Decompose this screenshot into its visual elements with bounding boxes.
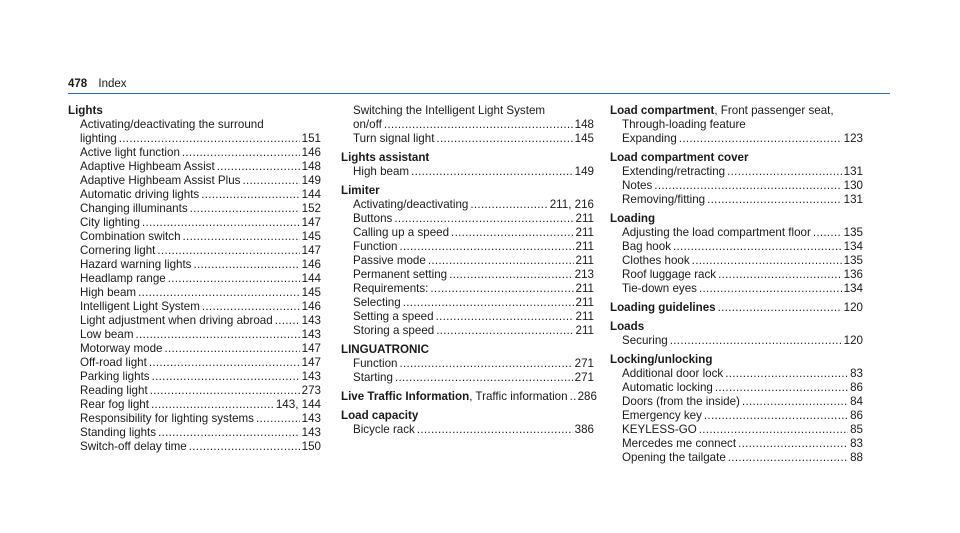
page-ref: 286 — [577, 390, 597, 403]
subentry-text: Bicycle rack — [353, 423, 415, 436]
page-ref: 148 — [301, 160, 321, 173]
index-subentry-line: Switching the Intelligent Light System — [353, 104, 546, 117]
leader-dots — [399, 357, 572, 371]
index-subentry — [68, 188, 321, 202]
subentry-text: Motorway mode — [80, 342, 163, 355]
subentry-text: Adaptive Highbeam Assist Plus — [80, 174, 241, 187]
index-heading-tail: , Front passenger seat, — [714, 104, 834, 117]
index-subentry — [341, 296, 594, 310]
leader-dots — [707, 193, 842, 207]
index-heading: Lights — [68, 104, 103, 117]
index-entry — [610, 151, 863, 207]
subentry-text: Starting — [353, 371, 393, 384]
leader-dots — [256, 412, 300, 426]
page-ref: 213 — [574, 268, 594, 281]
page-ref: 150 — [301, 440, 321, 453]
index-heading: Loading — [610, 212, 656, 225]
page-ref: 151 — [301, 132, 321, 145]
index-subentry — [610, 254, 863, 268]
leader-dots — [190, 202, 300, 216]
index-subentry — [610, 240, 863, 254]
subentry-text: Active light function — [80, 146, 180, 159]
page-ref: 131 — [843, 193, 863, 206]
leader-dots — [436, 324, 573, 338]
subentry-text: Emergency key — [622, 409, 702, 422]
index-entry — [610, 104, 863, 146]
index-entry — [610, 301, 863, 315]
leader-dots — [670, 334, 842, 348]
subentry-text: Tie-down eyes — [622, 282, 697, 295]
leader-dots — [168, 272, 300, 286]
leader-dots — [395, 371, 573, 385]
page-ref: 135 — [843, 254, 863, 267]
index-entry — [68, 104, 321, 454]
index-subentry — [610, 381, 863, 395]
index-heading-row — [341, 343, 594, 357]
subentry-text: Opening the tailgate — [622, 451, 726, 464]
leader-dots — [704, 409, 848, 423]
leader-dots — [436, 132, 572, 146]
index-heading-row — [610, 212, 863, 226]
index-subentry — [68, 216, 321, 230]
index-subentry — [341, 240, 594, 254]
subentry-text: Buttons — [353, 212, 393, 225]
page-ref: 143 — [301, 328, 321, 341]
leader-dots — [728, 451, 848, 465]
index-heading-tail: , Traffic information — [469, 390, 568, 403]
page-ref: 144 — [301, 188, 321, 201]
leader-dots — [725, 367, 848, 381]
page-ref: 88 — [850, 451, 863, 464]
subentry-text: Calling up a speed — [353, 226, 450, 239]
page-ref: 143 — [301, 314, 321, 327]
index-entry — [341, 343, 594, 385]
leader-dots — [654, 179, 841, 193]
index-column-2 — [341, 104, 597, 437]
index-subentry — [341, 132, 594, 146]
subentry-text: KEYLESS-GO — [622, 423, 697, 436]
page-ref: 211 — [575, 324, 594, 337]
index-subentry — [68, 314, 321, 328]
leader-dots — [201, 188, 299, 202]
index-subentry — [341, 268, 594, 282]
index-heading-row — [341, 390, 597, 404]
index-subentry — [341, 212, 594, 226]
leader-dots — [411, 165, 573, 179]
index-subentry — [68, 258, 321, 272]
leader-dots — [157, 244, 299, 258]
page-ref: 136 — [843, 268, 863, 281]
index-subentry — [68, 440, 321, 454]
subentry-text: Headlamp range — [80, 272, 166, 285]
subentry-text: Standing lights — [80, 426, 157, 439]
subentry-text: Cornering light — [80, 244, 156, 257]
page-ref: 147 — [301, 356, 321, 369]
leader-dots — [119, 132, 300, 146]
leader-dots — [242, 174, 299, 188]
leader-dots — [718, 268, 842, 282]
subentry-text: Off-road light — [80, 356, 147, 369]
index-column-1 — [68, 104, 321, 454]
index-subentry — [341, 423, 594, 437]
subentry-text: Changing illuminants — [80, 202, 188, 215]
page-ref: 86 — [850, 381, 863, 394]
leader-dots — [183, 230, 300, 244]
page-ref: 211 — [575, 310, 594, 323]
index-heading-row — [610, 320, 863, 334]
index-subentry-line: Activating/deactivating the surround — [80, 118, 264, 131]
subentry-text: Low beam — [80, 328, 134, 341]
subentry-text: Additional door lock — [622, 367, 724, 380]
subentry-text: Automatic driving lights — [80, 188, 200, 201]
index-heading: LINGUATRONIC — [341, 343, 430, 356]
subentry-text: lighting — [80, 132, 117, 145]
leader-dots — [394, 212, 573, 226]
index-subentry — [68, 426, 321, 440]
subentry-text: Turn signal light — [353, 132, 435, 145]
index-heading-row — [341, 184, 594, 198]
index-subentry — [68, 174, 321, 188]
subentry-text: Hazard warning lights — [80, 258, 192, 271]
leader-dots — [699, 282, 842, 296]
subentry-text: Reading light — [80, 384, 148, 397]
index-subentry — [341, 324, 594, 338]
subentry-text: Parking lights — [80, 370, 150, 383]
index-heading-row — [610, 104, 863, 118]
leader-dots — [142, 216, 300, 230]
subentry-text: Storing a speed — [353, 324, 435, 337]
section-title: Index — [98, 78, 127, 90]
leader-dots — [692, 254, 842, 268]
subentry-text: Function — [353, 240, 398, 253]
index-subentry — [341, 310, 594, 324]
subentry-text: Combination switch — [80, 230, 181, 243]
index-subentry — [610, 179, 863, 193]
page-ref: 211 — [575, 254, 594, 267]
page-ref: 386 — [574, 423, 594, 436]
page-ref: 211 — [575, 296, 594, 309]
index-subentry — [68, 412, 321, 426]
subentry-text: City lighting — [80, 216, 140, 229]
index-heading: Loads — [610, 320, 645, 333]
index-subentry — [68, 342, 321, 356]
index-subentry — [68, 286, 321, 300]
index-entry — [341, 151, 594, 179]
leader-dots — [813, 226, 842, 240]
index-subentry — [610, 451, 863, 465]
index-subentry-line: Through-loading feature — [622, 118, 746, 131]
page-ref: 211 — [575, 240, 594, 253]
page-ref: 149 — [574, 165, 594, 178]
page-ref: 211 — [575, 212, 594, 225]
page-ref: 134 — [843, 240, 863, 253]
leader-dots — [430, 282, 573, 296]
leader-dots — [738, 437, 848, 451]
leader-dots — [715, 381, 848, 395]
page-ref: 123 — [843, 132, 863, 145]
page-ref: 147 — [301, 342, 321, 355]
index-subentry — [610, 268, 863, 282]
index-subentry — [610, 395, 863, 409]
page-ref: 130 — [843, 179, 863, 192]
leader-dots — [718, 301, 842, 315]
index-heading: Load capacity — [341, 409, 419, 422]
leader-dots — [436, 310, 574, 324]
index-heading-row — [341, 151, 594, 165]
subentry-text: Doors (from the inside) — [622, 395, 740, 408]
index-subentry — [610, 423, 863, 437]
index-column-3 — [610, 104, 863, 465]
subentry-text: on/off — [353, 118, 382, 131]
leader-dots — [403, 296, 574, 310]
subentry-text: Intelligent Light System — [80, 300, 200, 313]
index-heading: Limiter — [341, 184, 380, 197]
index-subentry — [341, 165, 594, 179]
subentry-text: Switch-off delay time — [80, 440, 187, 453]
leader-dots — [150, 384, 300, 398]
page-ref: 146 — [301, 300, 321, 313]
index-subentry — [68, 272, 321, 286]
index-subentry — [610, 367, 863, 381]
page-ref: 148 — [574, 118, 594, 131]
index-subentry — [68, 398, 321, 412]
index-subentry — [68, 384, 321, 398]
subentry-text: Light adjustment when driving abroad — [80, 314, 273, 327]
leader-dots — [189, 440, 300, 454]
index-entry — [341, 104, 594, 146]
leader-dots — [275, 314, 300, 328]
page-ref: 271 — [574, 357, 594, 370]
page-ref: 85 — [850, 423, 863, 436]
page-ref: 145 — [301, 230, 321, 243]
index-subentry — [610, 334, 863, 348]
subentry-text: Activating/deactivating — [353, 198, 469, 211]
leader-dots — [399, 240, 573, 254]
index-heading-row — [610, 151, 863, 165]
index-heading-row — [610, 353, 863, 367]
leader-dots — [217, 160, 300, 174]
index-subentry — [68, 356, 321, 370]
subentry-text: Mercedes me connect — [622, 437, 737, 450]
page-ref: 120 — [843, 334, 863, 347]
index-subentry — [341, 254, 594, 268]
index-subentry — [68, 370, 321, 384]
page-ref: 135 — [843, 226, 863, 239]
subentry-text: Permanent setting — [353, 268, 448, 281]
subentry-text: High beam — [80, 286, 137, 299]
leader-dots — [570, 390, 576, 404]
subentry-text: Notes — [622, 179, 653, 192]
header-rule — [68, 93, 890, 94]
index-subentry — [610, 282, 863, 296]
subentry-text: Function — [353, 357, 398, 370]
index-heading: Loading guidelines — [610, 301, 716, 314]
subentry-text: Adjusting the load compartment floor — [622, 226, 811, 239]
index-heading-row — [341, 409, 594, 423]
page-ref: 84 — [850, 395, 863, 408]
leader-dots — [164, 342, 299, 356]
page-number: 478 — [68, 78, 88, 90]
index-subentry — [341, 118, 594, 132]
page-ref: 211 — [575, 226, 594, 239]
leader-dots — [193, 258, 299, 272]
page-ref: 134 — [843, 282, 863, 295]
subentry-text: Responsibility for lighting systems — [80, 412, 254, 425]
page-header — [68, 77, 127, 91]
page-ref: 149 — [301, 174, 321, 187]
leader-dots — [449, 268, 573, 282]
page-ref: 143, 144 — [275, 398, 321, 411]
index-subentry — [341, 226, 594, 240]
index-subentry — [68, 328, 321, 342]
subentry-text: Removing/fitting — [622, 193, 706, 206]
index-subentry — [610, 409, 863, 423]
subentry-text: Expanding — [622, 132, 677, 145]
index-subentry — [68, 202, 321, 216]
index-heading-row — [610, 301, 863, 315]
page-ref: 273 — [301, 384, 321, 397]
leader-dots — [470, 198, 547, 212]
subentry-text: Passive mode — [353, 254, 426, 267]
subentry-text: Automatic locking — [622, 381, 713, 394]
index-entry — [341, 409, 594, 437]
index-subentry — [610, 165, 863, 179]
index-entry — [610, 353, 863, 465]
index-subentry — [341, 198, 594, 212]
page-ref: 146 — [301, 258, 321, 271]
leader-dots — [428, 254, 574, 268]
index-subentry — [610, 193, 863, 207]
page-ref: 147 — [301, 244, 321, 257]
index-heading: Live Traffic Information — [341, 390, 470, 403]
index-heading-row — [68, 104, 321, 118]
index-subentry — [341, 357, 594, 371]
leader-dots — [699, 423, 848, 437]
index-subentry — [68, 132, 321, 146]
index-heading: Load compartment cover — [610, 151, 749, 164]
subentry-text: Setting a speed — [353, 310, 434, 323]
index-subentry — [68, 230, 321, 244]
page-ref: 144 — [301, 272, 321, 285]
page-ref: 147 — [301, 216, 321, 229]
leader-dots — [136, 328, 300, 342]
index-subentry — [68, 244, 321, 258]
index-entry — [341, 184, 594, 338]
page-ref: 83 — [850, 437, 863, 450]
page-ref: 145 — [301, 286, 321, 299]
page-ref: 86 — [850, 409, 863, 422]
page-ref: 211, 216 — [549, 198, 594, 211]
leader-dots — [202, 300, 300, 314]
leader-dots — [673, 240, 842, 254]
page-ref: 146 — [301, 146, 321, 159]
index-entry — [610, 320, 863, 348]
index-entry — [341, 390, 597, 404]
page-ref: 143 — [301, 370, 321, 383]
subentry-text: Extending/retracting — [622, 165, 726, 178]
subentry-text: Rear fog light — [80, 398, 149, 411]
page-ref: 83 — [850, 367, 863, 380]
subentry-text: Securing — [622, 334, 668, 347]
leader-dots — [417, 423, 573, 437]
index-subentry — [341, 282, 594, 296]
index-entry — [610, 212, 863, 296]
page-ref: 211 — [575, 282, 594, 295]
subentry-text: Requirements: — [353, 282, 429, 295]
leader-dots — [138, 286, 300, 300]
index-heading: Lights assistant — [341, 151, 430, 164]
index-subentry — [610, 132, 863, 146]
index-subentry — [610, 437, 863, 451]
leader-dots — [149, 356, 300, 370]
leader-dots — [151, 398, 274, 412]
subentry-text: Bag hook — [622, 240, 671, 253]
page-ref: 271 — [574, 371, 594, 384]
index-heading: Locking/unlocking — [610, 353, 713, 366]
leader-dots — [182, 146, 300, 160]
leader-dots — [679, 132, 842, 146]
subentry-text: Clothes hook — [622, 254, 690, 267]
page-ref: 145 — [574, 132, 594, 145]
index-subentry — [68, 146, 321, 160]
page-ref: 131 — [843, 165, 863, 178]
leader-dots — [384, 118, 573, 132]
page-ref: 143 — [301, 426, 321, 439]
page-ref: 120 — [843, 301, 863, 314]
leader-dots — [727, 165, 842, 179]
subentry-text: Adaptive Highbeam Assist — [80, 160, 215, 173]
leader-dots — [451, 226, 573, 240]
index-subentry — [68, 160, 321, 174]
subentry-text: High beam — [353, 165, 410, 178]
leader-dots — [152, 370, 300, 384]
subentry-text: Selecting — [353, 296, 401, 309]
page-ref: 152 — [301, 202, 321, 215]
subentry-text: Roof luggage rack — [622, 268, 717, 281]
index-heading: Load compartment — [610, 104, 715, 117]
leader-dots — [742, 395, 848, 409]
leader-dots — [158, 426, 300, 440]
index-subentry — [610, 226, 863, 240]
index-subentry — [68, 300, 321, 314]
page-ref: 143 — [301, 412, 321, 425]
index-subentry — [341, 371, 594, 385]
